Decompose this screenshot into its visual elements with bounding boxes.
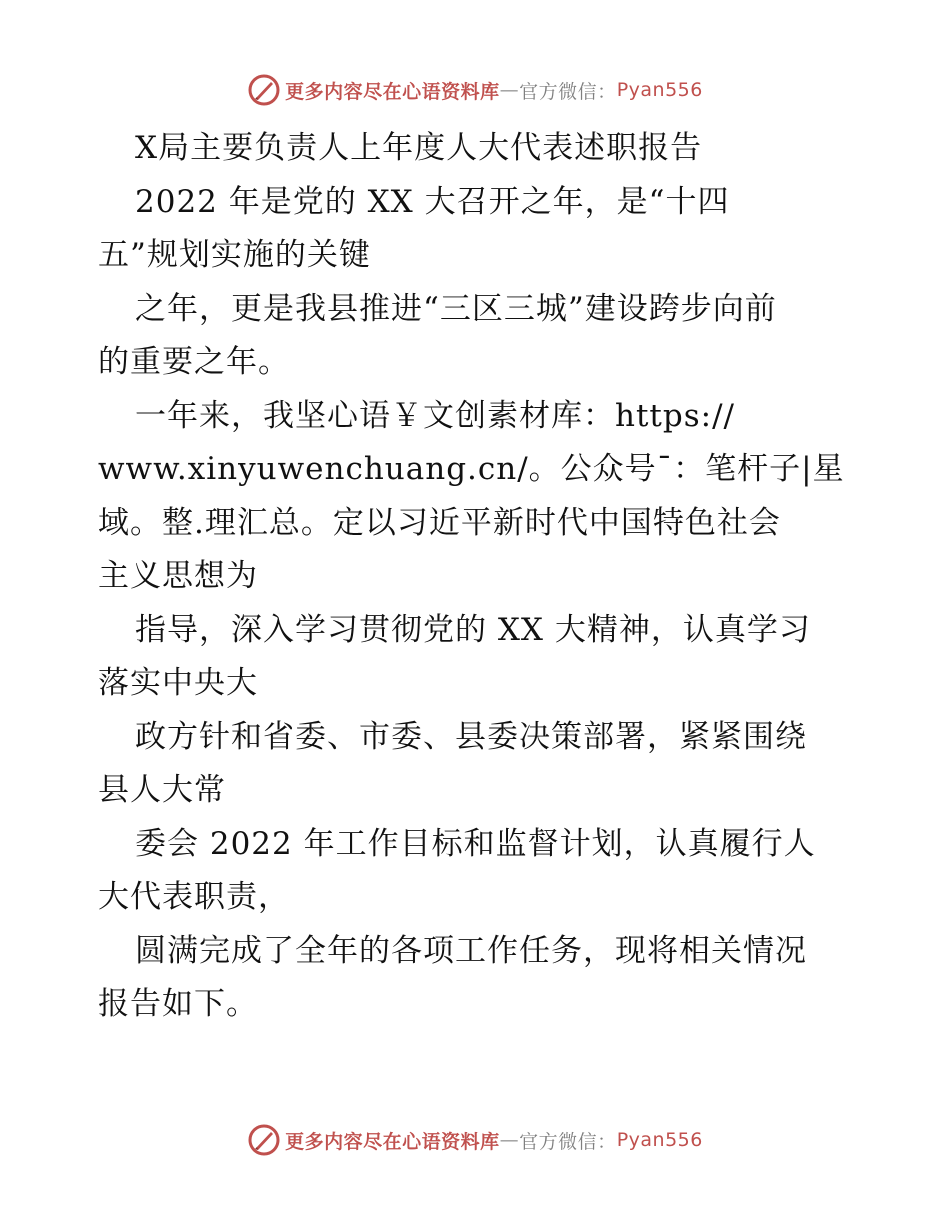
quill-pen-logo-icon [247,1123,281,1157]
document-line: 之年，更是我县推进“三区三城”建设跨步向前 [135,290,777,327]
banner-wechat-label: 官方微信： [519,1130,617,1153]
document-line: 县人大常 [98,772,226,808]
document-line: 政方针和省委、市委、县委决策部署，紧紧围绕 [135,718,807,755]
banner-separator: — [499,79,520,101]
banner-wechat-id: Pyan556 [616,1129,703,1151]
document-line: X局主要负责人上年度人大代表述职报告 [135,130,703,166]
banner-main-text: 更多内容尽在心语资料库 [285,1130,500,1153]
banner-wechat-id: Pyan556 [616,79,703,101]
banner-wechat-label: 官方微信： [519,80,617,103]
banner-separator: — [499,1129,520,1151]
document-line: 主义思想为 [98,558,258,594]
document-line: 报告如下。 [98,986,258,1022]
document-body [98,122,858,1032]
document-line: 五”规划实施的关键 [98,237,371,273]
footer-banner [0,1120,950,1160]
document-line: 域。整.理汇总。定以习近平新时代中国特色社会 [98,504,781,541]
document-line: 指导，深入学习贯彻党的 XX 大精神，认真学习 [135,611,811,648]
document-line: 一年来，我坚心语￥文创素材库：https:// [135,397,735,434]
document-line: 落实中央大 [98,665,258,701]
quill-pen-logo-icon [247,73,281,107]
document-line: 大代表职责， [98,879,290,915]
document-line: 委会 2022 年工作目标和监督计划，认真履行人 [135,825,816,862]
document-line: www.xinyuwenchuang.cn/。公众号¯：笔杆子|星 [98,451,845,487]
header-banner [0,70,950,110]
document-line: 圆满完成了全年的各项工作任务，现将相关情况 [135,932,807,969]
banner-main-text: 更多内容尽在心语资料库 [285,80,500,103]
document-line: 2022 年是党的 XX 大召开之年，是“十四 [135,183,730,220]
document-line: 的重要之年。 [98,344,290,380]
